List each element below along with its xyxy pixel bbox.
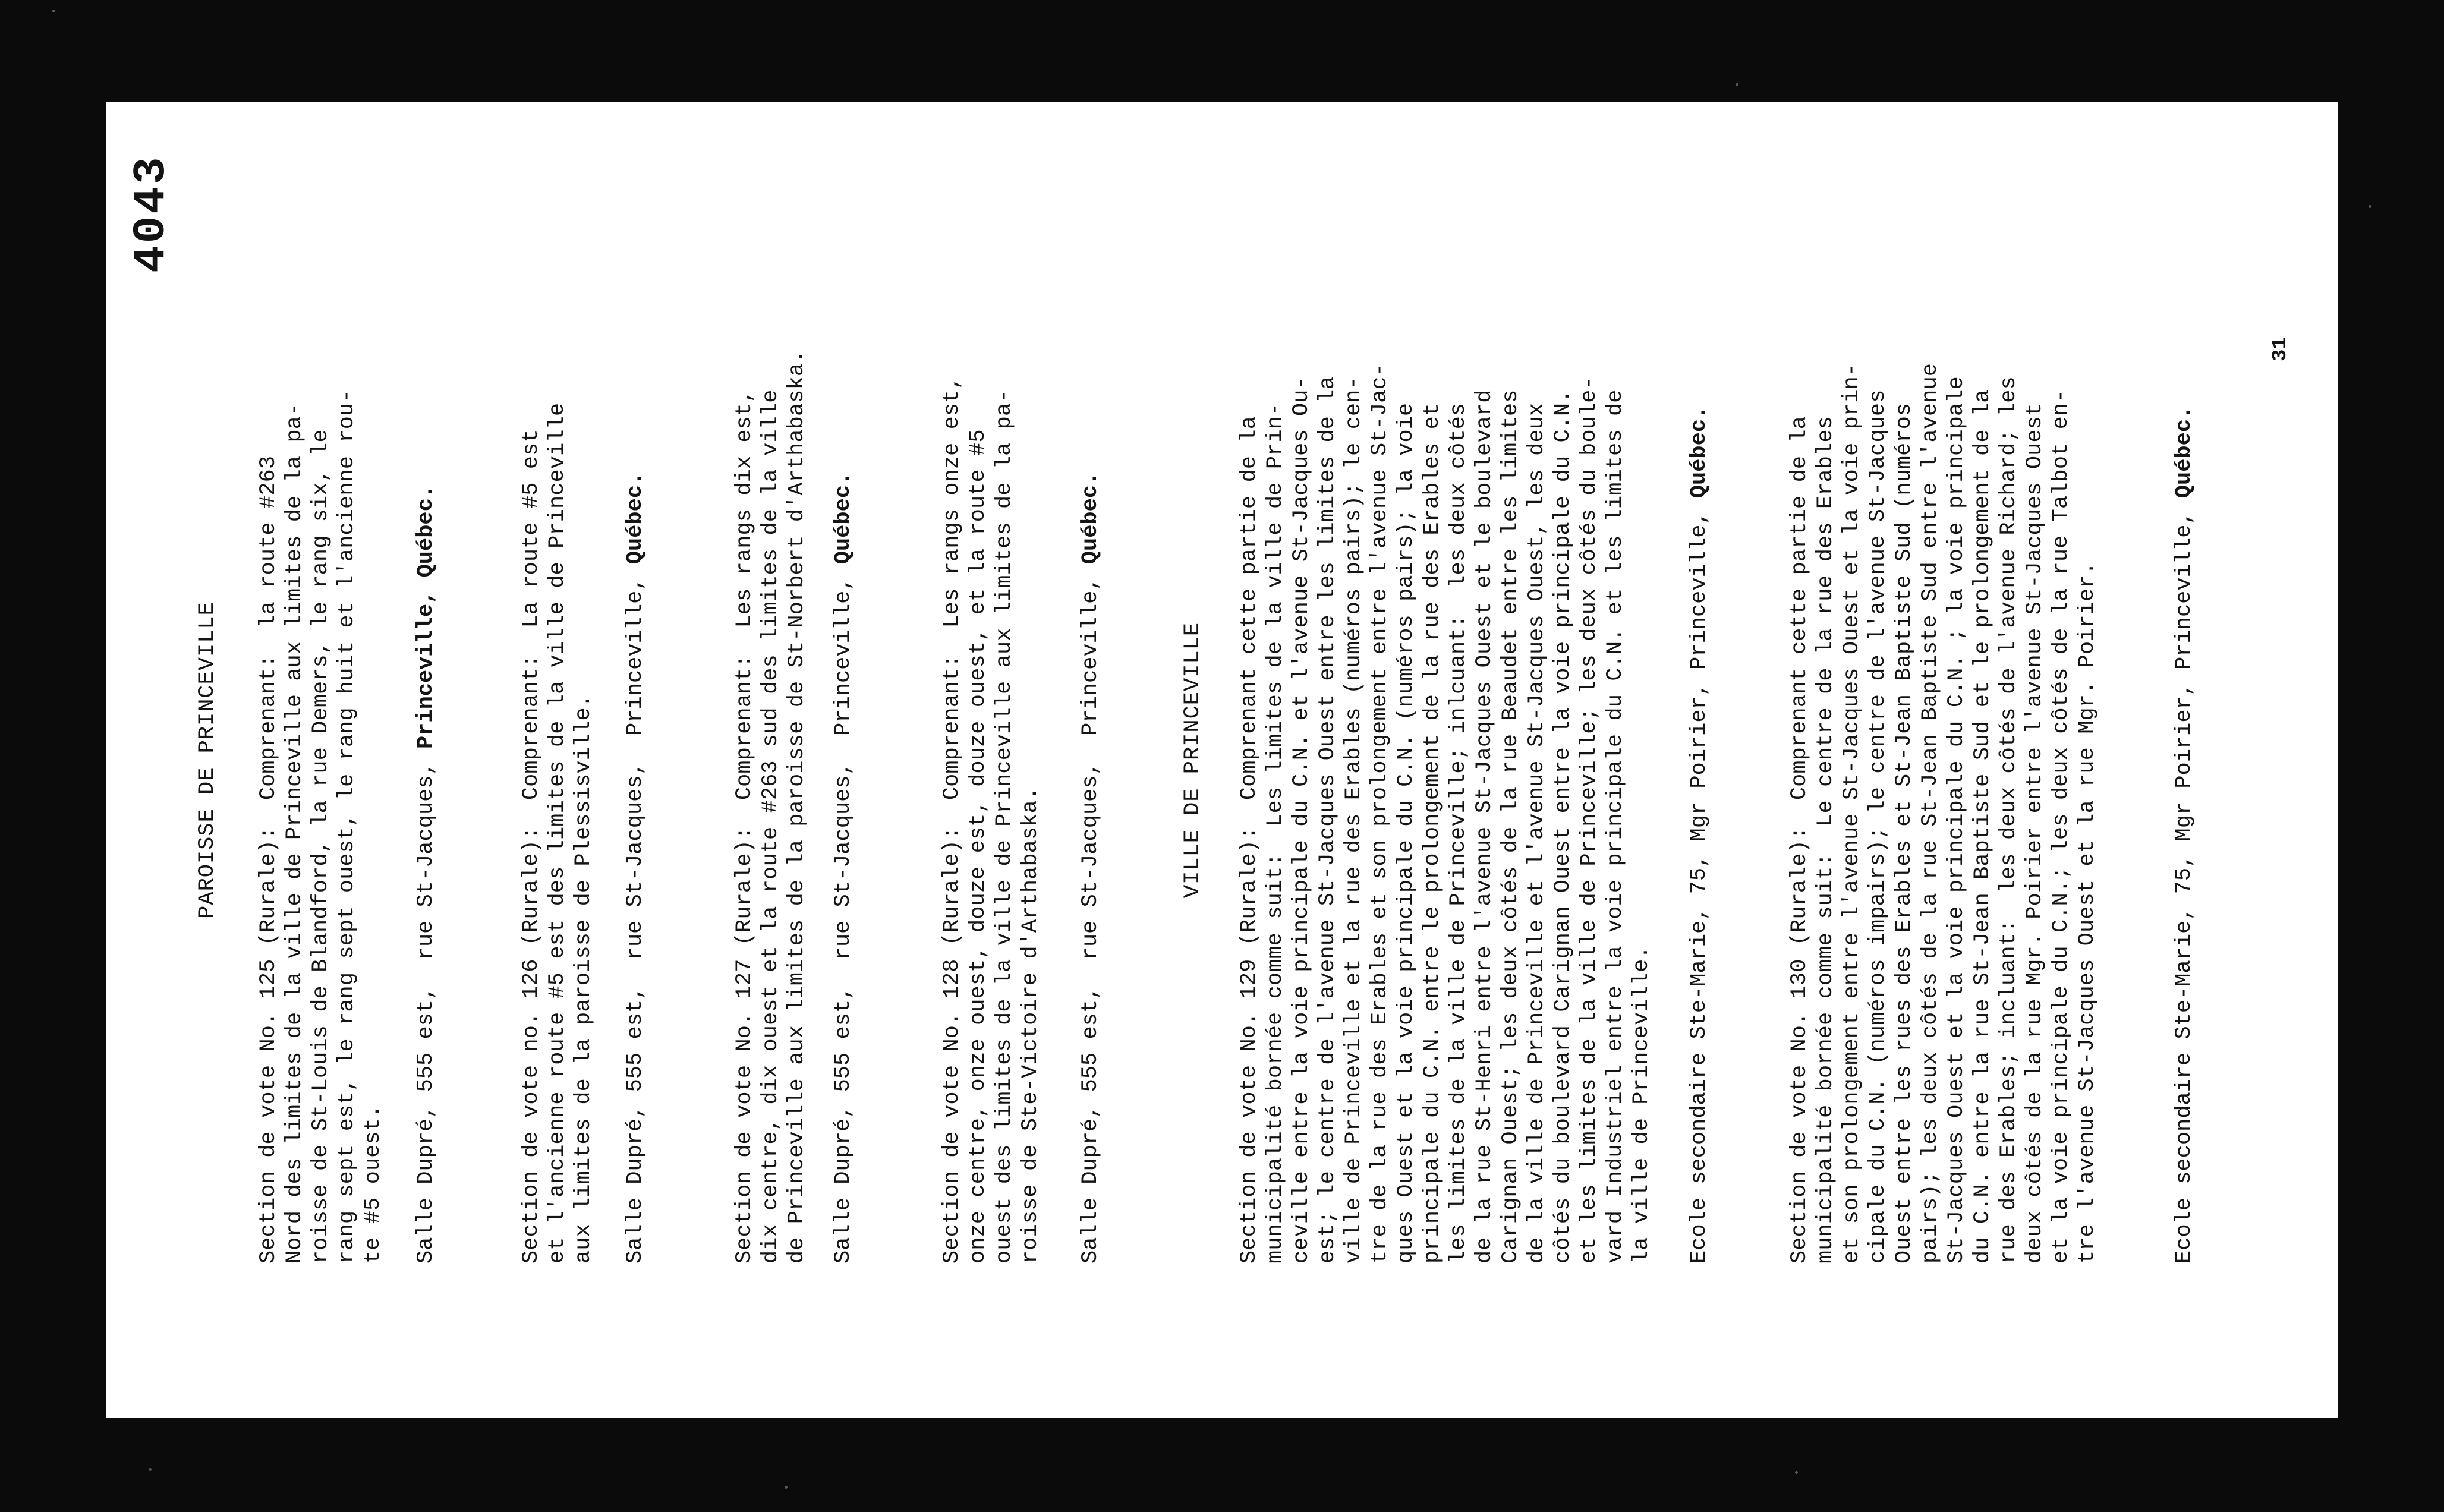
folio-number: 4043 <box>126 155 177 273</box>
section-125-text: Section de vote No. 125 (Rurale): Comprenant: la route #263 Nord des limites de la ville de Princeville aux limites de la pa- roisse de St-Louis de Blandford, la rue Demers, le rang six, le rang sept est, le rang sept ouest, le rang huit et l'ancienne rou- te #5 ouest. <box>256 389 386 1264</box>
address-plain: Salle Dupré, 555 est, rue St-Jacques, <box>414 749 439 1264</box>
address-bold: Québec. <box>2172 405 2197 499</box>
section-126-address <box>623 472 648 1264</box>
address-bold: Québec. <box>623 471 648 565</box>
address-plain: Ecole secondaire Ste-Marie, 75, Mgr Poirier, Princeville, <box>1687 498 1712 1264</box>
address-plain: Salle Dupré, 555 est, rue St-Jacques, Princeville, <box>831 564 856 1264</box>
section-129-text: Section de vote No. 129 (Rurale): Comprenant cette partie de la municipalité bornée comme suit: Les limites de la ville de Prin- ceville entre la voie principale du C.N. et l'avenue St-Jacques Ou- est; le centre de l'avenue St-Jacques Ouest entre les limites de la ville de Princeville et la rue des Erables (numéros pairs); le cen- tre de la rue des Erables et son prolongement entre l'avenue St-Jac- ques Ouest et la voie principale du C.N. (numéros pairs); la voie principale du C.N. entre le prolongement de la rue des Erables et les limites de la ville de Princeville; inlcuant: les deux côtés de la rue St-Henri entre l'avenue St-Jacques Ouest et le boulevard Carignan Ouest; les deux côtés de la rue Beaudet entre les limites de la ville de Princeville et l'avenue St-Jacques Ouest, les deux côtés du boulevard Carignan Ouest entre la voie principale du C.N. et les limites de la ville de Princeville; les deux côtés du boule- vard Industriel entre la voie principale du C.N. et les limites de la ville de Princeville. <box>1237 363 1654 1264</box>
scan-speck <box>785 1486 788 1489</box>
section-125-address <box>414 485 439 1264</box>
scan-speck <box>52 10 55 12</box>
section-130-address <box>2172 406 2197 1264</box>
section-127-text: Section de vote No. 127 (Rurale): Comprenant: Les rangs dix est, dix centre, dix ouest et la route #263 sud des limites de la ville de Princeville aux limites de la paroisse de St-Norbert d'Arthabaska. <box>732 349 810 1264</box>
section-127-address <box>831 472 856 1264</box>
address-plain: Salle Dupré, 555 est, rue St-Jacques, Princeville, <box>623 564 648 1264</box>
scan-speck <box>1795 1471 1798 1474</box>
scanned-page <box>106 102 2338 1418</box>
address-bold: Princeville, Québec. <box>414 484 439 749</box>
scan-speck <box>1736 83 1738 86</box>
section-128-text: Section de vote No. 128 (Rurale): Comprenant: Les rangs onze est, onze centre, onze ouest, douze est, douze ouest, et la route #5 ouest des limites de la ville de Princeville aux limites de la pa- roisse de Ste-Victoire d'Arthabaska. <box>940 376 1043 1264</box>
parish-heading: PAROISSE DE PRINCEVILLE <box>195 601 220 919</box>
scan-speck <box>2369 205 2371 208</box>
address-plain: Salle Dupré, 555 est, rue St-Jacques, Princeville, <box>1078 564 1103 1264</box>
section-128-address <box>1078 472 1103 1264</box>
address-bold: Québec. <box>831 471 856 565</box>
address-plain: Ecole secondaire Ste-Marie, 75, Mgr Poirier, Princeville, <box>2172 498 2197 1264</box>
town-heading: VILLE DE PRINCEVILLE <box>1180 622 1205 899</box>
rotated-document <box>106 102 2338 1418</box>
address-bold: Québec. <box>1687 405 1712 499</box>
address-bold: Québec. <box>1078 471 1103 565</box>
section-130-text: Section de vote No. 130 (Rurale): Comprenant cette partie de la municipalité bornée comme suit: Le centre de la rue des Erables et son prolongement entre l'avenue St-Jacques Ouest et la voie prin- cipale du C.N. (numéros impairs); le centre de l'avenue St-Jacques Ouest entre les rues des Erables et St-Jean Baptiste Sud (numéros pairs); les deux côtés de la rue St-Jean Baptiste Sud entre l'avenue St-Jacques Ouest et la voie principale du C.N. ; la voie principale du C.N. entre la rue St-Jean Baptiste Sud et le prolongement de la rue des Erables; incluant: les deux côtés de l'avenue Richard; les deux côtés de la rue Mgr. Poirier entre l'avenue St-Jacques Ouest et la voie principale du C.N.; les deux côtés de la rue Talbot en- tre l'avenue St-Jacques Ouest et la rue Mgr. Poirier. <box>1787 363 2100 1264</box>
section-129-address <box>1687 406 1712 1264</box>
scan-speck <box>149 1468 152 1471</box>
page-number: 31 <box>2269 337 2292 361</box>
section-126-text: Section de vote no. 126 (Rurale): Comprenant: La route #5 est et l'ancienne route #5 est des limites de la ville de Princeville aux limites de la paroisse de Plessisville. <box>519 402 596 1264</box>
